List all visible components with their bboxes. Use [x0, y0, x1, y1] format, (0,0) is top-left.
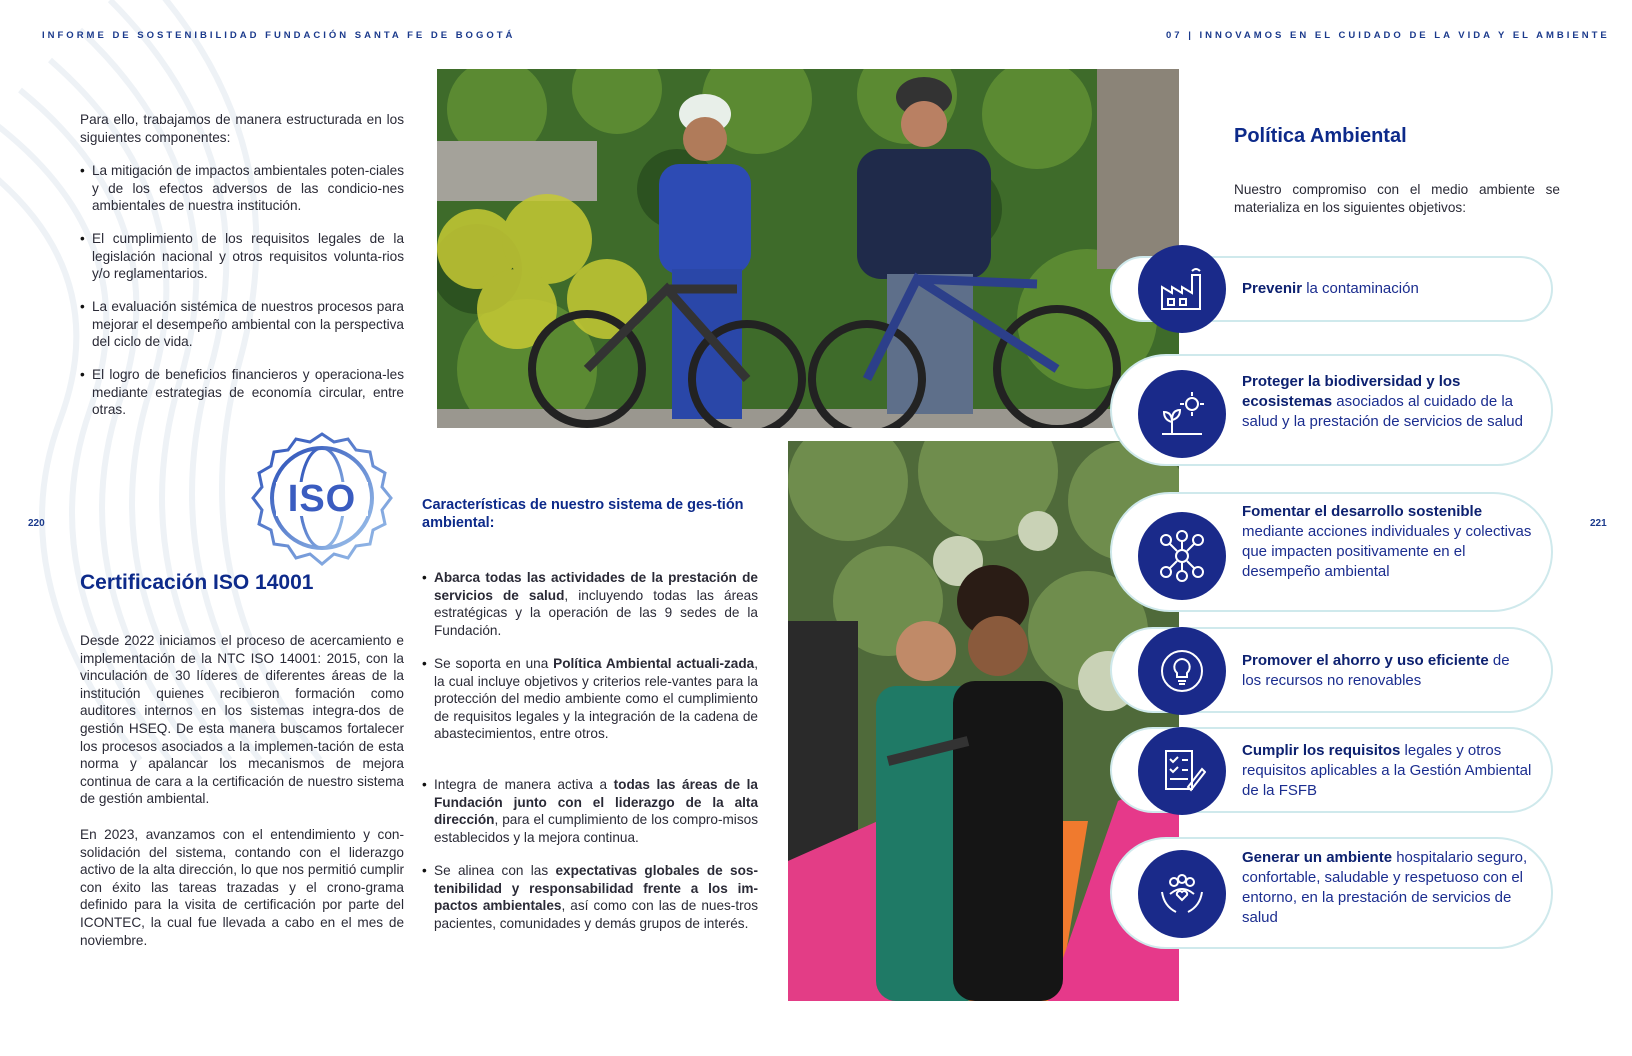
objective-card-content	[1110, 848, 1553, 938]
people-network-icon	[1138, 512, 1226, 600]
objective-text: Proteger la biodiversidad y los ecosistemas asociados al cuidado de la salud y la prestación de servicios de salud	[1242, 373, 1523, 430]
header-left: INFORME DE SOSTENIBILIDAD FUNDACIÓN SANTA FE DE BOGOTÁ	[42, 30, 516, 41]
checklist-icon	[1138, 727, 1226, 815]
characteristic-item: • Integra de manera activa a todas las áreas de la Fundación junto con el liderazgo de la alta dirección, para el cumplimiento de los compro-misos establecidos y la mejora continua.	[422, 776, 758, 846]
photo-cyclists	[437, 69, 1179, 428]
objective-text: Generar un ambiente hospitalario seguro, confortable, saludable y respetuoso con el entorno, en la prestación de servicios de salud	[1242, 849, 1528, 926]
objective-text: Prevenir la contaminación	[1242, 280, 1419, 297]
certification-title: Certificación ISO 14001	[80, 571, 314, 594]
objective-text: Fomentar el desarrollo sostenible mediante acciones individuales y colectivas que impacten positivamente en el desempeño ambiental	[1242, 503, 1532, 580]
objective-card-content	[1110, 503, 1553, 598]
iso-label: ISO	[287, 478, 357, 520]
component-item: • La evaluación sistémica de nuestros procesos para mejorar el desempeño ambiental con la perspectiva del ciclo de vida.	[80, 298, 404, 351]
characteristic-item: • Se alinea con las expectativas globales de sos-tenibilidad y responsabilidad frente a los im-pactos ambientales, así como con las de nues-tros pacientes, comunidades y demás grupos de interés.	[422, 862, 758, 932]
characteristic-item: • Abarca todas las actividades de la prestación de servicios de salud, incluyendo todas las áreas estratégicas y la operación de las 9 sedes de la Fundación.	[422, 569, 758, 639]
component-item: • El logro de beneficios financieros y operaciona-les mediante estrategias de economía circular, entre otras.	[80, 366, 404, 419]
factory-icon	[1138, 245, 1226, 333]
objective-text: Promover el ahorro y uso eficiente de los recursos no renovables	[1242, 652, 1510, 689]
component-item: • La mitigación de impactos ambientales poten-ciales y de los efectos adversos de las condicio-nes ambientales de nuestra institución.	[80, 162, 404, 215]
objective-card-content	[1110, 727, 1553, 817]
characteristic-item: • Se soporta en una Política Ambiental actuali-zada, la cual incluye objetivos y criterios rele-vantes para la protección del medio ambiente como el cumplimiento de requisitos legales y la integración de la cadena de abastecimientos, entre otros.	[422, 655, 758, 743]
objective-card-content	[1110, 366, 1553, 456]
plant-sun-icon	[1138, 370, 1226, 458]
page-number-right: 221	[1590, 518, 1607, 529]
certification-paragraph-2: En 2023, avanzamos con el entendimiento y con-solidación del sistema, contando con el liderazgo activo de la alta dirección, lo que nos permitió cumplir con éxito las tareas trazadas y el crono-grama definido para la visita de certificación por parte del ICONTEC, la cual fue llevada a cabo en el mes de noviembre.	[80, 827, 404, 948]
policy-title: Política Ambiental	[1234, 125, 1407, 147]
objective-card-content	[1110, 245, 1553, 333]
intro-paragraph: Para ello, trabajamos de manera estructurada en los siguientes componentes:	[80, 112, 404, 145]
hands-people-icon	[1138, 850, 1226, 938]
characteristics-title: Características de nuestro sistema de ges-tión ambiental:	[422, 497, 744, 531]
objective-text: Cumplir los requisitos legales y otros requisitos aplicables a la Gestión Ambiental de la FSFB	[1242, 742, 1532, 799]
certification-paragraph-1: Desde 2022 iniciamos el proceso de acercamiento e implementación de la NTC ISO 14001: 2015, con la vinculación de 30 líderes de diferentes áreas de la institución quienes recibieron formación como auditores internos en los sistemas integra-dos de gestión HSEQ. De esta manera buscamos fortalecer los procesos asociados a la implemen-tación de esta norma y apalancar los mecanismos de mejora continua de cara a la certificación de nuestro sistema de gestión ambiental.	[80, 633, 404, 807]
component-item: • El cumplimiento de los requisitos legales de la legislación nacional y otros requisitos volunta-rios y/o reglamentarios.	[80, 230, 404, 283]
iso-badge	[246, 430, 398, 570]
header-right: 07 | INNOVAMOS EN EL CUIDADO DE LA VIDA Y EL AMBIENTE	[1166, 30, 1610, 41]
page-number-left: 220	[28, 518, 45, 529]
lightbulb-icon	[1138, 627, 1226, 715]
objective-card-content	[1110, 627, 1553, 717]
policy-intro: Nuestro compromiso con el medio ambiente se materializa en los siguientes objetivos:	[1234, 182, 1560, 215]
